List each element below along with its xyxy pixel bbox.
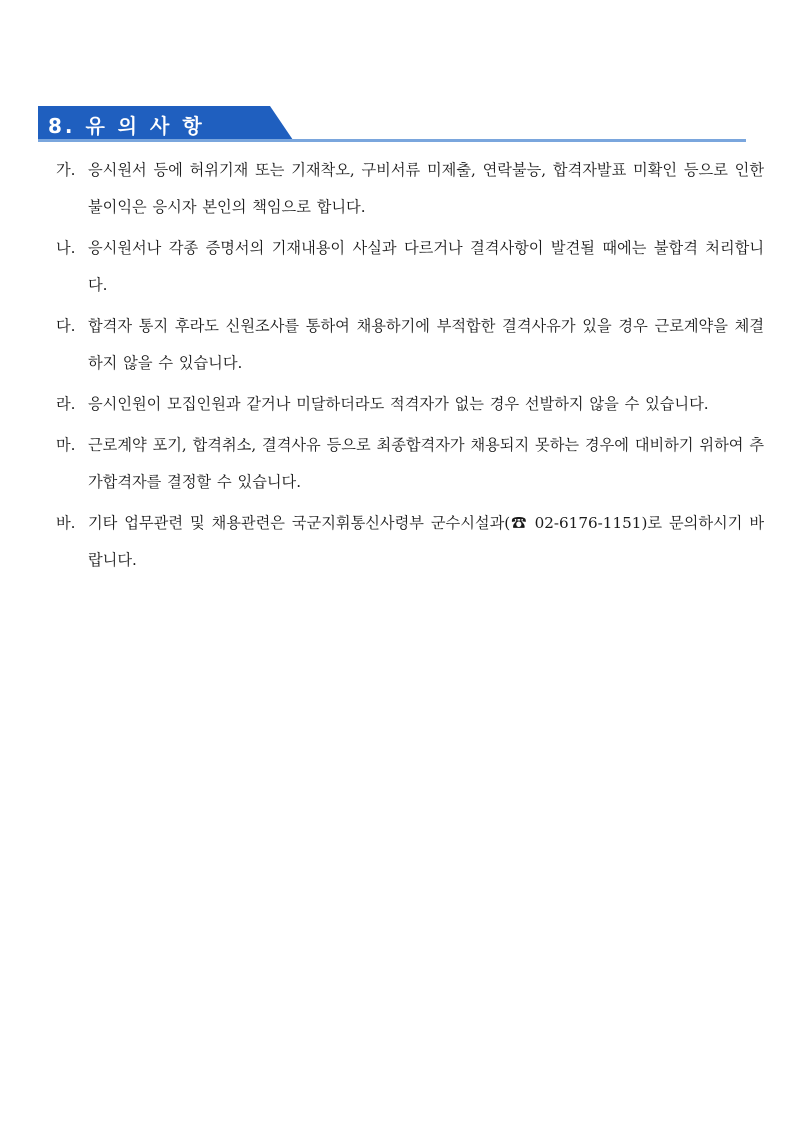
note-text: 응시원서나 각종 증명서의 기재내용이 사실과 다르거나 결격사항이 발견될 때에는 불합격 처리합니다. — [88, 239, 764, 294]
note-text: 응시원서 등에 허위기재 또는 기재착오, 구비서류 미제출, 연락불능, 합격자발표 미확인 등으로 인한 불이익은 응시자 본인의 책임으로 합니다. — [88, 161, 764, 216]
note-marker: 나. — [56, 239, 76, 257]
note-item — [56, 152, 764, 226]
note-marker: 라. — [56, 395, 76, 413]
note-item — [56, 505, 764, 579]
note-text: 응시인원이 모집인원과 같거나 미달하더라도 적격자가 없는 경우 선발하지 않을 수 있습니다. — [88, 395, 709, 413]
note-item — [56, 230, 764, 304]
note-text: 기타 업무관련 및 채용관련은 국군지휘통신사령부 군수시설과(☎ 02-6176-1151)로 문의하시기 바랍니다. — [88, 514, 764, 569]
note-marker: 다. — [56, 317, 76, 335]
section-title: 8. 유 의 사 항 — [48, 114, 205, 138]
note-marker: 바. — [56, 514, 76, 532]
notes-list — [56, 152, 764, 583]
note-item — [56, 386, 764, 423]
note-text: 합격자 통지 후라도 신원조사를 통하여 채용하기에 부적합한 결격사유가 있을 경우 근로계약을 체결하지 않을 수 있습니다. — [88, 317, 764, 372]
section-divider — [38, 139, 746, 142]
note-marker: 마. — [56, 436, 76, 454]
note-item — [56, 308, 764, 382]
section-header — [38, 106, 746, 142]
note-marker: 가. — [56, 161, 76, 179]
note-item — [56, 427, 764, 501]
note-text: 근로계약 포기, 합격취소, 결격사유 등으로 최종합격자가 채용되지 못하는 경우에 대비하기 위하여 추가합격자를 결정할 수 있습니다. — [88, 436, 764, 491]
